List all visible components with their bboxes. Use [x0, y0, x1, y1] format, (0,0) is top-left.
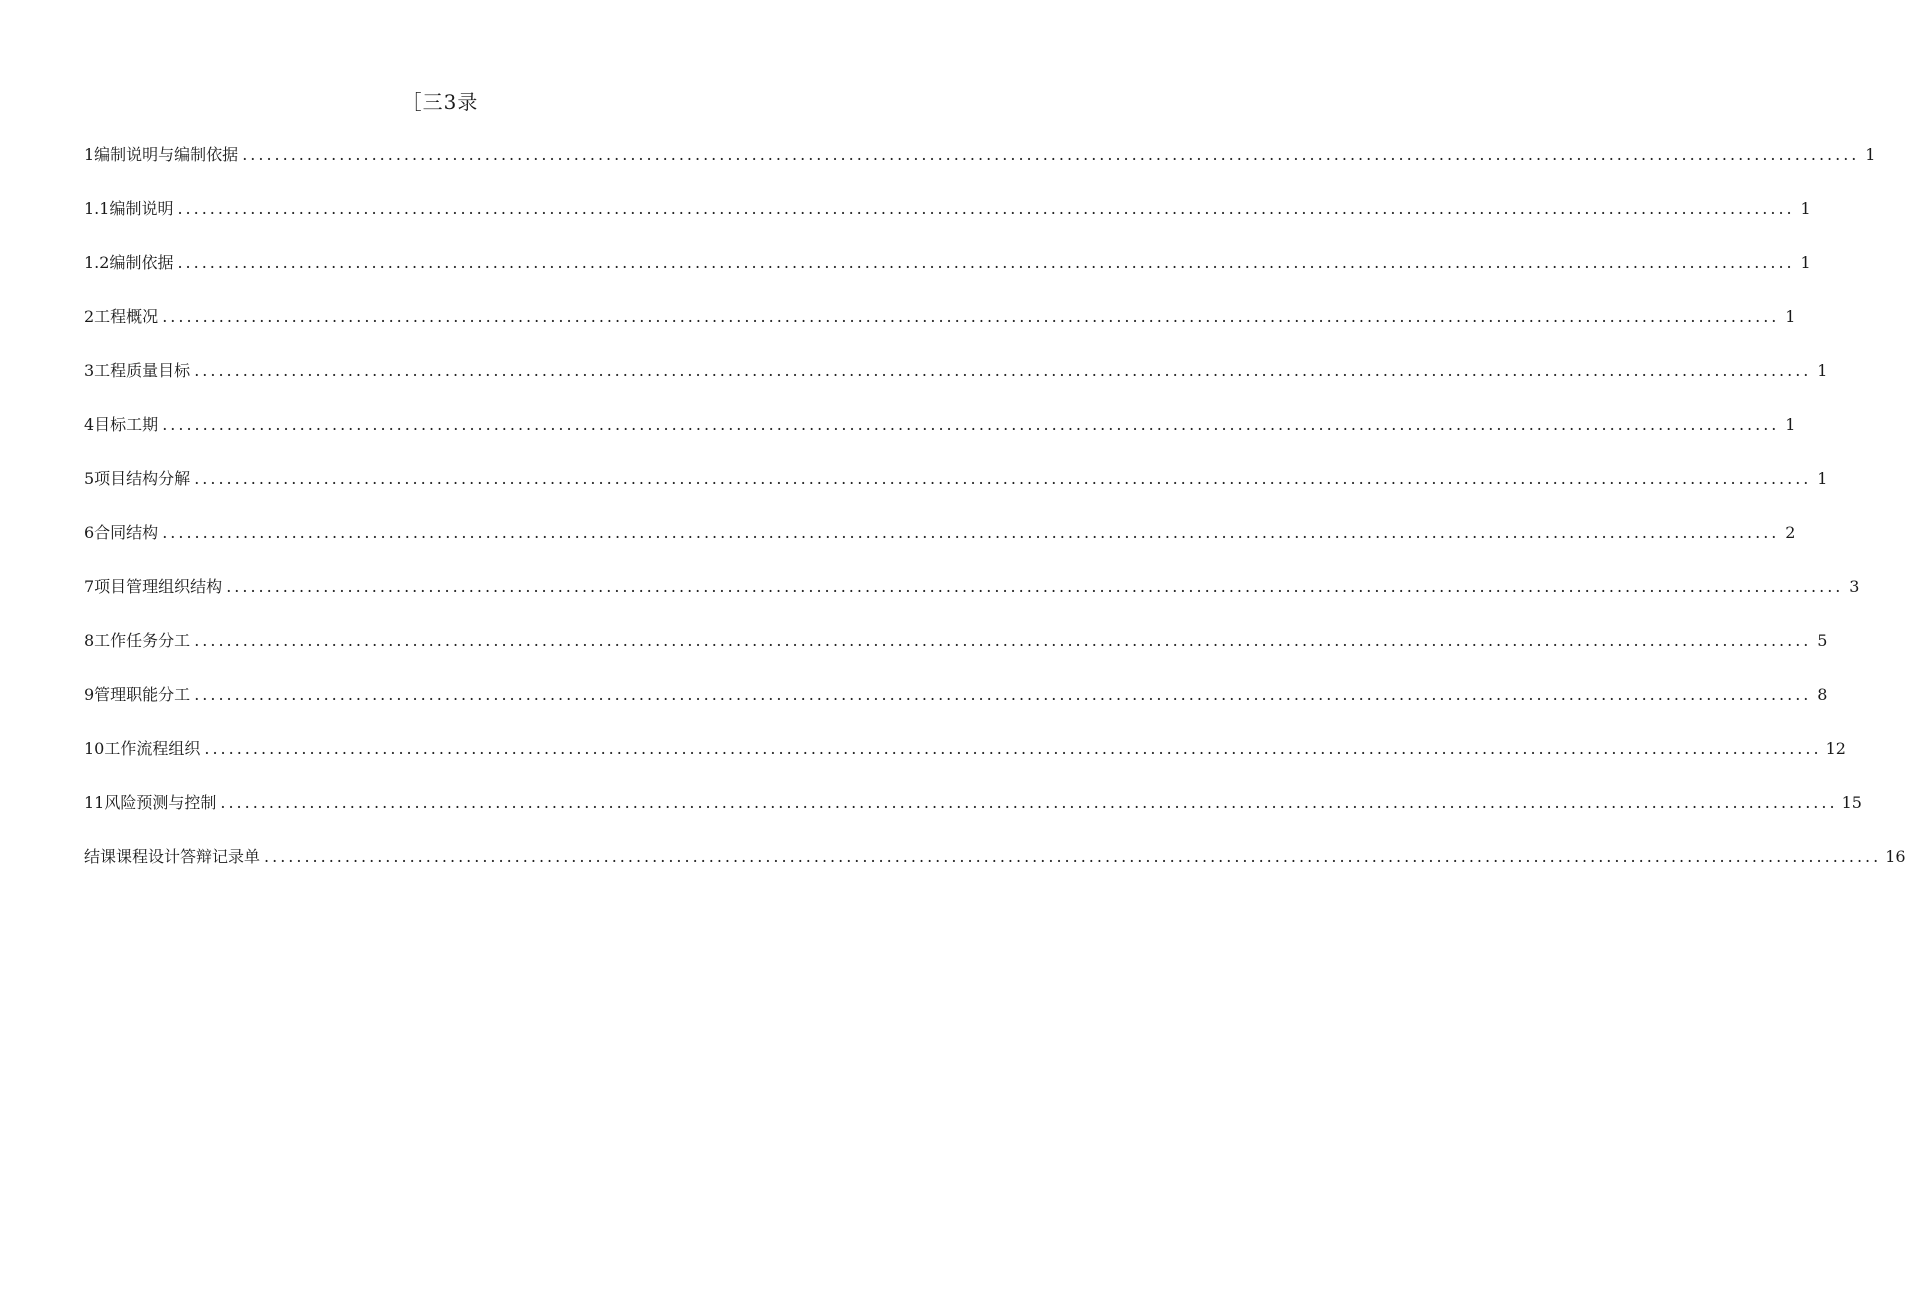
toc-entry-page: 2	[1785, 523, 1796, 542]
toc-leader-dots: ........................................................................................................................................................................................................	[194, 685, 1812, 704]
table-of-contents	[84, 138, 1906, 894]
toc-entry-label: 7项目管理组织结构	[84, 577, 223, 596]
toc-entry-label: 1.1编制说明	[84, 199, 174, 218]
toc-leader-dots: ........................................................................................................................................................................................................	[264, 847, 1882, 866]
toc-entry-page: 1	[1817, 469, 1828, 488]
toc-entry-label: 6合同结构	[84, 523, 159, 542]
toc-entry-page: 8	[1817, 685, 1828, 704]
toc-entry[interactable]	[84, 300, 1796, 354]
toc-entry[interactable]	[84, 354, 1828, 408]
toc-leader-dots: ........................................................................................................................................................................................................	[162, 523, 1780, 542]
toc-leader-dots: ........................................................................................................................................................................................................	[194, 631, 1812, 650]
toc-entry-page: 1	[1785, 307, 1796, 326]
toc-entry-label: 8工作任务分工	[84, 631, 191, 650]
toc-leader-dots: ........................................................................................................................................................................................................	[204, 739, 1822, 758]
toc-entry[interactable]	[84, 192, 1811, 246]
toc-entry[interactable]	[84, 408, 1796, 462]
toc-entry[interactable]	[84, 840, 1906, 894]
toc-leader-dots: ........................................................................................................................................................................................................	[220, 793, 1838, 812]
toc-entry-label: 5项目结构分解	[84, 469, 191, 488]
toc-entry-page: 16	[1885, 847, 1906, 866]
toc-entry-label: 2工程概况	[84, 307, 159, 326]
toc-entry-label: 1.2编制依据	[84, 253, 174, 272]
toc-leader-dots: ........................................................................................................................................................................................................	[194, 469, 1812, 488]
toc-entry[interactable]	[84, 516, 1796, 570]
toc-leader-dots: ........................................................................................................................................................................................................	[226, 577, 1844, 596]
toc-leader-dots: ........................................................................................................................................................................................................	[177, 199, 1795, 218]
toc-entry-page: 1	[1785, 415, 1796, 434]
toc-entry-page: 5	[1817, 631, 1828, 650]
toc-entry-page: 1	[1865, 145, 1876, 164]
toc-entry-page: 1	[1800, 253, 1811, 272]
toc-entry-label: 3工程质量目标	[84, 361, 191, 380]
toc-entry-page: 15	[1841, 793, 1862, 812]
toc-entry[interactable]	[84, 732, 1846, 786]
toc-entry[interactable]	[84, 624, 1828, 678]
toc-entry-label: 9管理职能分工	[84, 685, 191, 704]
toc-entry-page: 3	[1849, 577, 1860, 596]
toc-leader-dots: ........................................................................................................................................................................................................	[162, 307, 1780, 326]
toc-entry[interactable]	[84, 786, 1862, 840]
toc-entry-label: 11风险预测与控制	[84, 793, 217, 812]
toc-leader-dots: ........................................................................................................................................................................................................	[177, 253, 1795, 272]
toc-leader-dots: ........................................................................................................................................................................................................	[194, 361, 1812, 380]
toc-entry-page: 12	[1825, 739, 1846, 758]
toc-entry-label: 结课课程设计答辩记录单	[84, 847, 261, 866]
toc-entry-page: 1	[1800, 199, 1811, 218]
toc-leader-dots: ........................................................................................................................................................................................................	[162, 415, 1780, 434]
toc-entry[interactable]	[84, 138, 1876, 192]
toc-entry[interactable]	[84, 246, 1811, 300]
toc-entry[interactable]	[84, 570, 1860, 624]
toc-entry-page: 1	[1817, 361, 1828, 380]
toc-entry-label: 10工作流程组织	[84, 739, 201, 758]
toc-entry[interactable]	[84, 462, 1828, 516]
toc-entry[interactable]	[84, 678, 1828, 732]
toc-entry-label: 4目标工期	[84, 415, 159, 434]
toc-leader-dots: ........................................................................................................................................................................................................	[242, 145, 1860, 164]
toc-title: ［三3录	[401, 90, 479, 114]
toc-entry-label: 1编制说明与编制依据	[84, 145, 239, 164]
